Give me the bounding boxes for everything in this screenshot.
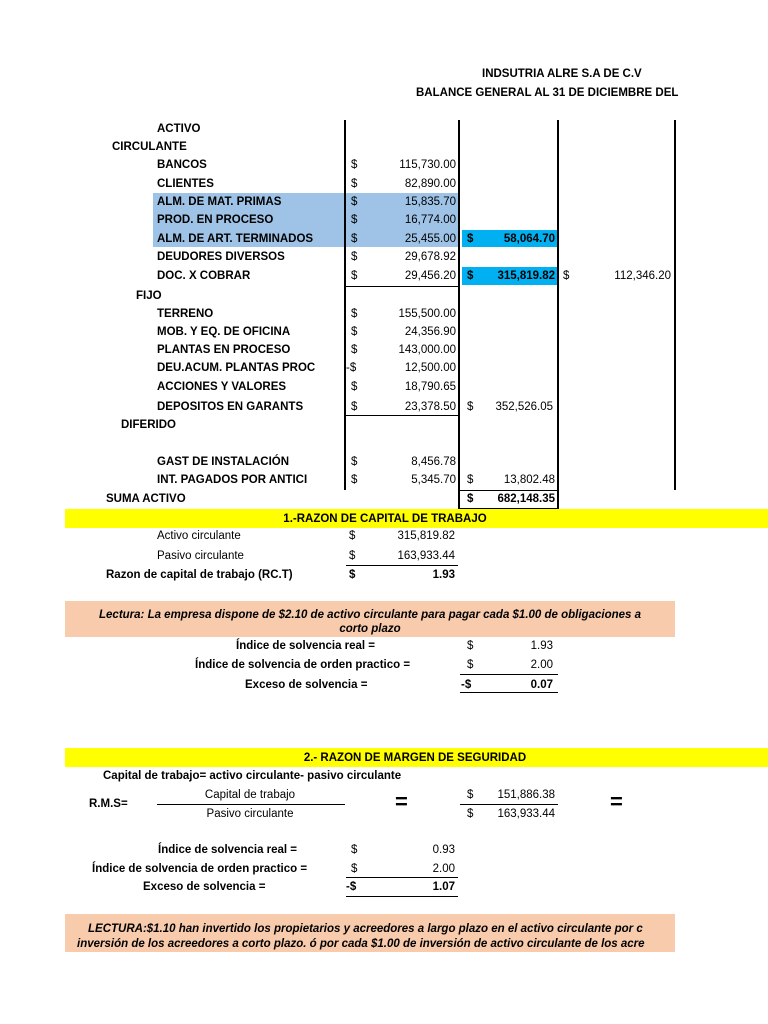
currency-sign: $ <box>467 640 474 652</box>
row-label: DEUDORES DIVERSOS <box>157 251 285 263</box>
currency-sign: $ <box>351 381 358 393</box>
solvencia-practico-value: 2.00 <box>530 659 553 671</box>
currency-sign: $ <box>351 844 358 856</box>
exceso-value: 0.07 <box>530 679 553 691</box>
exceso-label-2: Exceso de solvencia = <box>143 881 266 893</box>
solvencia-practico-value-2: 2.00 <box>432 863 455 875</box>
currency-sign: $ <box>351 178 358 190</box>
currency-sign: $ <box>349 569 356 581</box>
fraction-bar <box>157 804 345 805</box>
section-diferido: DIFERIDO <box>121 419 176 431</box>
currency-sign: $ <box>351 251 358 263</box>
row-label: INT. PAGADOS POR ANTICI <box>157 474 308 486</box>
row-label: DOC. X COBRAR <box>157 270 251 282</box>
solvencia-real-label: Índice de solvencia real = <box>236 640 376 652</box>
pasivo-circulante-value-2: 163,933.44 <box>497 808 555 820</box>
row-label: MOB. Y EQ. DE OFICINA <box>157 326 291 338</box>
rms-label: R.M.S= <box>89 798 128 810</box>
currency-sign: $ <box>351 401 358 413</box>
rule <box>460 490 558 491</box>
row-value: 29,678.92 <box>404 251 456 263</box>
row-value: 143,000.00 <box>398 344 456 356</box>
solvencia-real-value-2: 0.93 <box>432 844 455 856</box>
currency-sign: $ <box>467 789 474 801</box>
exceso-value-2: 1.07 <box>432 881 455 893</box>
rct-value: 1.93 <box>432 569 455 581</box>
row-value: 18,790.65 <box>404 381 456 393</box>
equals-sign: = <box>610 789 623 814</box>
currency-sign: -$ <box>346 881 357 893</box>
solvencia-practico-label: Índice de solvencia de orden practico = <box>195 659 411 671</box>
rule <box>346 565 458 566</box>
section-activo: ACTIVO <box>157 123 201 135</box>
row-label: ACCIONES Y VALORES <box>157 381 287 393</box>
total-activo: 682,148.35 <box>497 493 555 505</box>
row-value: 25,455.00 <box>404 233 456 245</box>
equals-sign: = <box>395 789 408 814</box>
currency-sign: $ <box>467 401 474 413</box>
solvencia-practico-label-2: Índice de solvencia de orden practico = <box>92 863 308 875</box>
currency-sign: $ <box>351 196 358 208</box>
currency-sign: $ <box>563 270 570 282</box>
row-label: GAST DE INSTALACIÓN <box>157 456 290 468</box>
row-value: 155,500.00 <box>398 308 456 320</box>
currency-sign: $ <box>351 308 358 320</box>
row-value: 82,890.00 <box>404 178 456 190</box>
currency-sign: $ <box>351 456 358 468</box>
row-value: 24,356.90 <box>404 326 456 338</box>
currency-sign: -$ <box>461 679 472 691</box>
currency-sign: -$ <box>346 362 357 374</box>
rule <box>346 877 458 878</box>
row-label: PROD. EN PROCESO <box>157 214 274 226</box>
row-value: 5,345.70 <box>411 474 456 486</box>
grid-line <box>458 120 460 510</box>
fraction-numerator: Capital de trabajo <box>204 789 296 801</box>
rule <box>346 896 458 897</box>
row-label: ALM. DE ART. TERMINADOS <box>157 233 314 245</box>
row-label: ALM. DE MAT. PRIMAS <box>157 196 282 208</box>
currency-sign: $ <box>467 493 474 505</box>
circulante-subtotal: 315,819.82 <box>497 270 555 282</box>
solvencia-real-value: 1.93 <box>530 640 553 652</box>
lectura-2-line2: inversión de los acreedores a corto plazo. ó por cada $1.00 de inversión de activo circulante de los acre <box>77 938 645 950</box>
rct-label: Razon de capital de trabajo (RC.T) <box>106 569 293 581</box>
report-title: BALANCE GENERAL AL 31 DE DICIEMBRE DEL <box>416 87 679 99</box>
rule <box>346 415 458 416</box>
capital-trabajo-value: 151,886.38 <box>497 789 555 801</box>
row-value: 8,456.78 <box>411 456 456 468</box>
currency-sign: $ <box>351 326 358 338</box>
lectura-2-line1: LECTURA:$1.10 han invertido los propietarios y acreedores a largo plazo en el activo circulante por c <box>88 923 643 935</box>
pasivo-circulante-value: 163,933.44 <box>397 550 455 562</box>
far-value: 112,346.20 <box>614 270 671 282</box>
currency-sign: $ <box>467 659 474 671</box>
section-1-title: 1.-RAZON DE CAPITAL DE TRABAJO <box>283 513 487 525</box>
rule <box>460 692 558 693</box>
row-value: 23,378.50 <box>404 401 456 413</box>
fijo-subtotal: 352,526.05 <box>495 401 553 413</box>
currency-sign: $ <box>467 474 474 486</box>
row-value: 29,456.20 <box>404 270 456 282</box>
row-label: BANCOS <box>157 159 207 171</box>
suma-activo-label: SUMA ACTIVO <box>106 493 186 505</box>
formula-text: Capital de trabajo= activo circulante- pasivo circulante <box>103 770 402 782</box>
currency-sign: $ <box>351 474 358 486</box>
row-value: 12,500.00 <box>404 362 456 374</box>
currency-sign: $ <box>351 159 358 171</box>
grid-line <box>674 120 676 490</box>
row-label: DEU.ACUM. PLANTAS PROC <box>157 362 316 374</box>
row-value: 15,835.70 <box>404 196 456 208</box>
activo-circulante-value: 315,819.82 <box>397 530 455 542</box>
solvencia-real-label-2: Índice de solvencia real = <box>158 844 298 856</box>
currency-sign: $ <box>349 550 356 562</box>
currency-sign: $ <box>467 808 474 820</box>
currency-sign: $ <box>351 214 358 226</box>
row-label: DEPOSITOS EN GARANTS <box>157 401 304 413</box>
currency-sign: $ <box>467 233 474 245</box>
fraction-denominator: Pasivo circulante <box>206 808 294 820</box>
currency-sign: $ <box>351 863 358 875</box>
grid-line <box>557 120 559 510</box>
section-circulante: CIRCULANTE <box>112 141 187 153</box>
exceso-label: Exceso de solvencia = <box>245 679 368 691</box>
currency-sign: $ <box>351 344 358 356</box>
row-value: 16,774.00 <box>404 214 456 226</box>
section-2-title: 2.- RAZON DE MARGEN DE SEGURIDAD <box>303 752 527 764</box>
inventory-subtotal: 58,064.70 <box>503 233 555 245</box>
lectura-1-line2: corto plazo <box>339 623 401 635</box>
diferido-subtotal: 13,802.48 <box>503 474 555 486</box>
row-label: PLANTAS EN PROCESO <box>157 344 291 356</box>
currency-sign: $ <box>351 233 358 245</box>
pasivo-circulante-label: Pasivo circulante <box>157 550 244 562</box>
lectura-1-line1: Lectura: La empresa dispone de $2.10 de activo circulante para pagar cada $1.00 de obligaciones a <box>99 609 641 621</box>
rule <box>346 286 458 287</box>
row-label: TERRENO <box>157 308 214 320</box>
currency-sign: $ <box>349 530 356 542</box>
company-name: INDSUTRIA ALRE S.A DE C.V <box>482 68 642 80</box>
fraction-bar <box>460 804 558 805</box>
activo-circulante-label: Activo circulante <box>157 530 241 542</box>
rule <box>460 674 558 675</box>
currency-sign: $ <box>351 270 358 282</box>
section-fijo: FIJO <box>136 290 162 302</box>
row-label: CLIENTES <box>157 178 214 190</box>
grid-line <box>344 120 346 490</box>
currency-sign: $ <box>467 270 474 282</box>
row-value: 115,730.00 <box>399 159 456 171</box>
